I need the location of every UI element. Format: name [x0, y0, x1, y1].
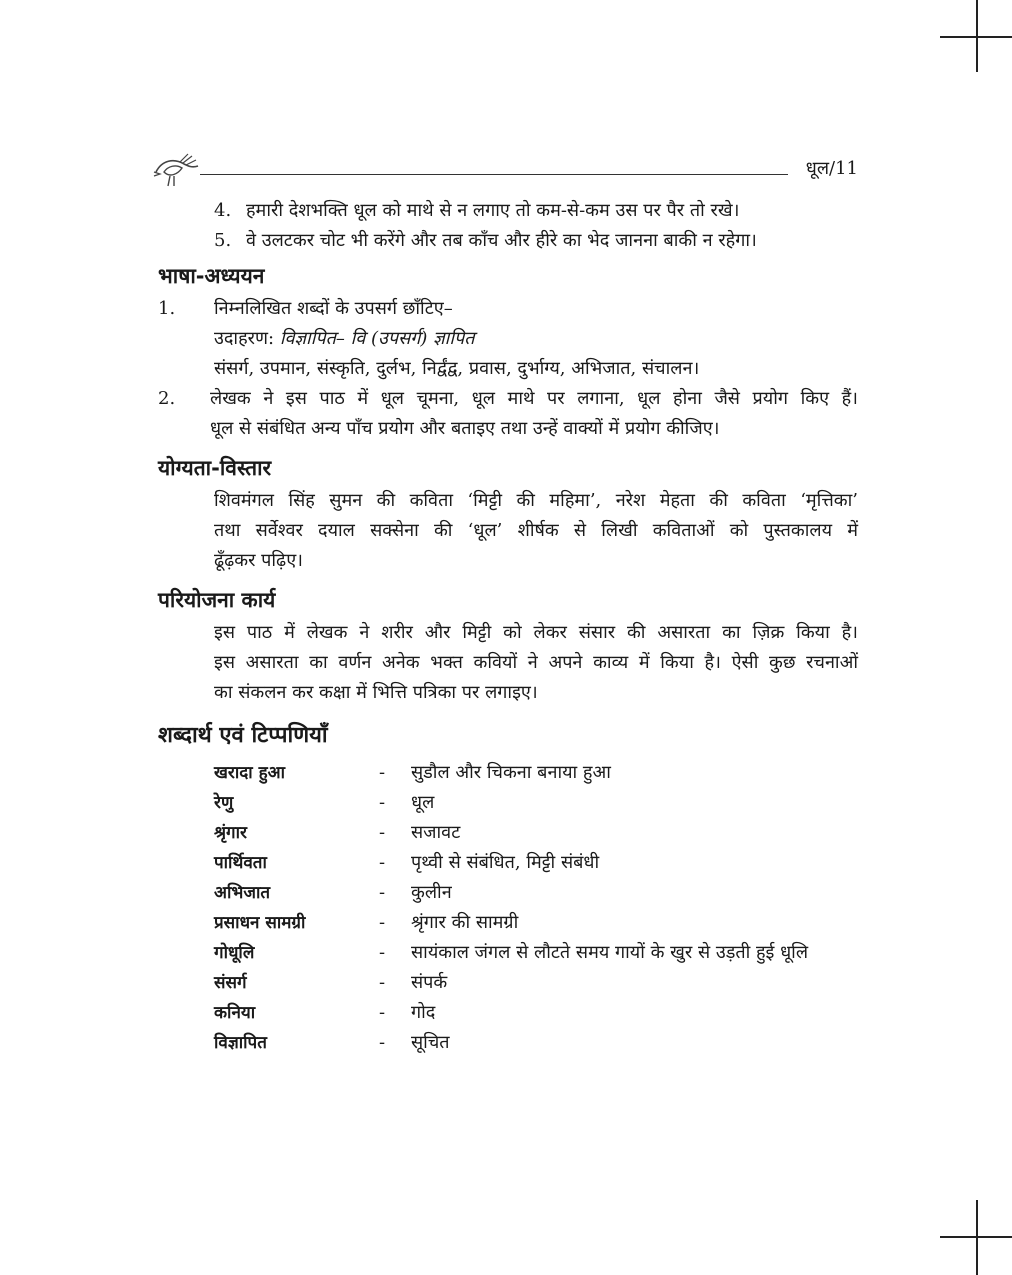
paragraph-line: ढूँढ़कर पढ़िए।: [214, 550, 303, 571]
item-text: वे उलटकर चोट भी करेंगे और तब काँच और हीरे का भेद जानना बाकी न रहेगा।: [246, 230, 757, 251]
glossary-dash: -: [379, 762, 386, 783]
glossary-meaning: कुलीन: [411, 882, 452, 903]
question-text: निम्नलिखित शब्दों के उपसर्ग छाँटिए–: [214, 298, 453, 319]
glossary-dash: -: [379, 882, 386, 903]
glossary-dash: -: [379, 1002, 386, 1023]
question-text: लेखक ने इस पाठ में धूल चूमना, धूल माथे पर लगाना, धूल होना जैसे प्रयोग किए हैं।: [210, 388, 858, 409]
glossary-term: गोधूलि: [214, 943, 255, 963]
item-text: हमारी देशभक्ति धूल को माथे से न लगाए तो कम-से-कम उस पर पैर तो रखे।: [246, 200, 740, 221]
question-1-words: संसर्ग, उपमान, संस्कृति, दुर्लभ, निर्द्वंद्व, प्रवास, दुर्भाग्य, अभिजात, संचालन।: [214, 358, 700, 379]
glossary-meaning: सजावट: [411, 822, 461, 843]
paragraph-line: तथा सर्वेश्वर दयाल सक्सेना की ‘धूल’ शीर्षक से लिखी कविताओं को पुस्तकालय में: [214, 520, 858, 541]
glossary-term: प्रसाधन सामग्री: [214, 913, 306, 933]
item-number: 4.: [214, 200, 232, 221]
glossary-meaning: धूल: [411, 792, 435, 813]
example-label: उदाहरण:: [214, 328, 275, 349]
glossary-term: संसर्ग: [214, 973, 247, 993]
glossary-meaning: पृथ्वी से संबंधित, मिट्टी संबंधी: [411, 852, 600, 873]
running-header: [150, 150, 858, 190]
glossary-meaning: सुडौल और चिकना बनाया हुआ: [411, 762, 611, 783]
question-number: 1.: [158, 298, 176, 319]
question-1-example: [158, 324, 858, 354]
header-rule: [200, 174, 788, 175]
glossary-meaning: गोद: [411, 1002, 436, 1023]
glossary-dash: -: [379, 912, 386, 933]
glossary-dash: -: [379, 792, 386, 813]
paragraph-line: शिवमंगल सिंह सुमन की कविता ‘मिट्टी की महिमा’, नरेश मेहता की कविता ‘मृत्तिका’: [214, 490, 858, 511]
glossary-meaning: श्रृंगार की सामग्री: [411, 912, 519, 933]
glossary-term: कनिया: [214, 1003, 256, 1023]
question-2-continued: धूल से संबंधित अन्य पाँच प्रयोग और बताइए तथा उन्हें वाक्यों में प्रयोग कीजिए।: [210, 418, 720, 439]
glossary-dash: -: [379, 852, 386, 873]
glossary-term: खरादा हुआ: [214, 763, 286, 783]
glossary-term: अभिजात: [214, 883, 271, 903]
item-number: 5.: [214, 230, 232, 251]
section-heading-yogyata: योग्यता-विस्तार: [158, 456, 272, 480]
section-heading-bhasha: भाषा-अध्ययन: [158, 264, 265, 288]
paragraph-line: इस पाठ में लेखक ने शरीर और मिट्टी को लेकर संसार की असारता का ज़िक्र किया है।: [214, 622, 858, 643]
glossary-term: श्रृंगार: [214, 823, 247, 843]
glossary-meaning: सूचित: [411, 1032, 450, 1053]
section-heading-shabdarth: शब्दार्थ एवं टिप्पणियाँ: [158, 723, 328, 748]
bird-emblem-icon: [150, 150, 202, 190]
glossary-term: पार्थिवता: [214, 853, 267, 873]
glossary-term: रेणु: [214, 793, 234, 813]
glossary-dash: -: [379, 942, 386, 963]
crop-mark: [940, 36, 1012, 38]
page-content: [158, 196, 858, 1058]
glossary-dash: -: [379, 972, 386, 993]
crop-mark: [940, 1236, 1012, 1238]
glossary-dash: -: [379, 1032, 386, 1053]
question-2: [158, 384, 858, 414]
glossary-dash: -: [379, 822, 386, 843]
glossary-term: विज्ञापित: [214, 1033, 267, 1053]
section-heading-pariyojana: परियोजना कार्य: [158, 588, 276, 612]
question-1: [158, 294, 858, 324]
paragraph-line: का संकलन कर कक्षा में भित्ति पत्रिका पर लगाइए।: [214, 682, 538, 703]
numbered-item: [158, 226, 858, 256]
glossary-meaning: संपर्क: [411, 972, 448, 993]
glossary-meaning: सायंकाल जंगल से लौटते समय गायों के खुर से उड़ती हुई धूलि: [411, 942, 809, 963]
example-text: विज्ञापित– वि (उपसर्ग) ज्ञापित: [279, 328, 475, 349]
crop-mark: [976, 1200, 978, 1275]
page-number: धूल/11: [805, 158, 858, 179]
paragraph-line: इस असारता का वर्णन अनेक भक्त कवियों ने अपने काव्य में किया है। ऐसी कुछ रचनाओं: [214, 652, 858, 673]
question-number: 2.: [158, 388, 176, 409]
glossary: [214, 758, 858, 1058]
numbered-item: [158, 196, 858, 226]
